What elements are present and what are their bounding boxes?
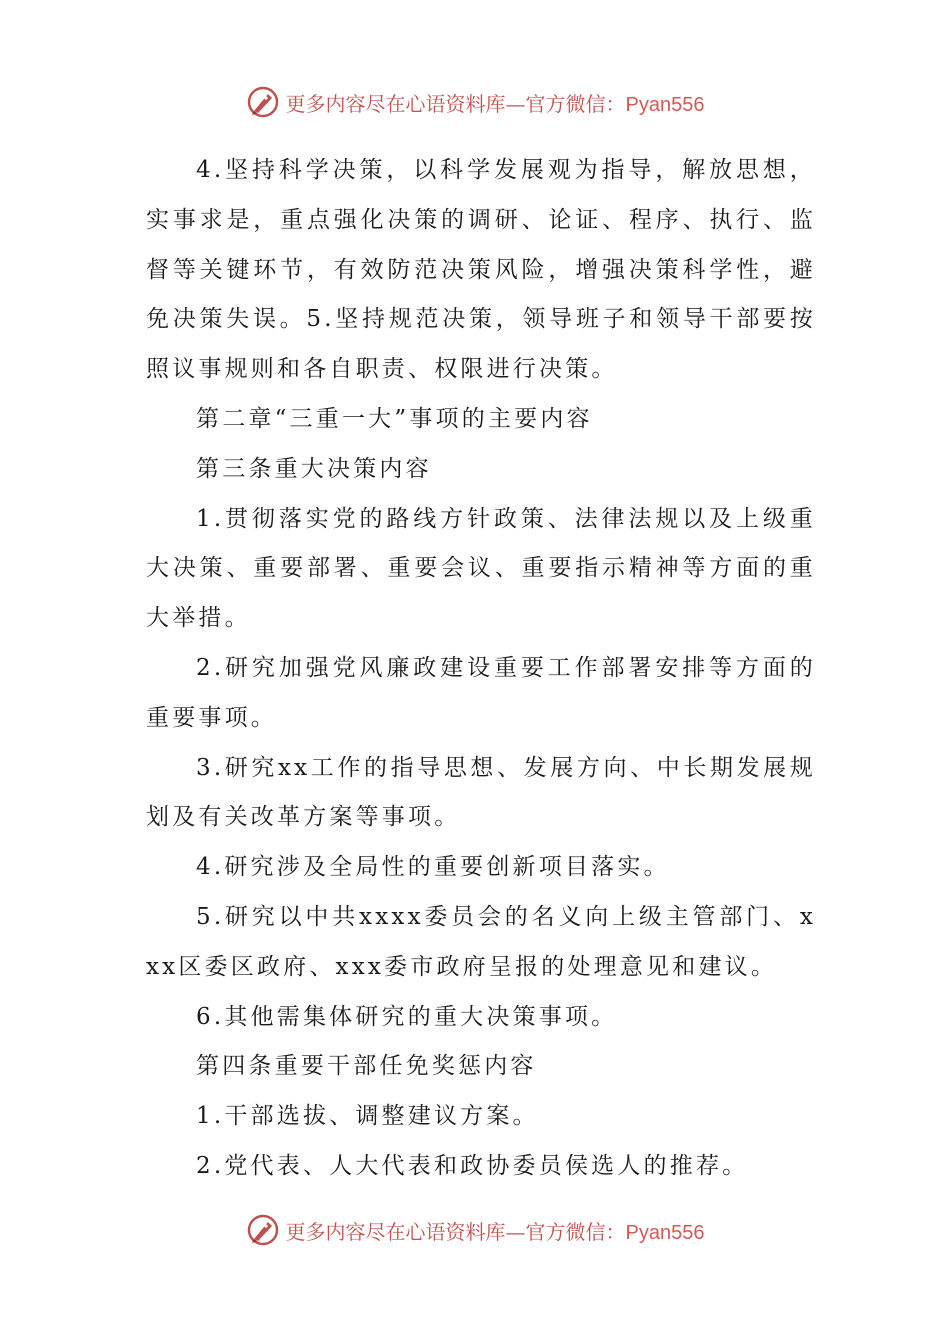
paragraph: 4.研究涉及全局性的重要创新项目落实。 xyxy=(196,854,670,881)
document-body xyxy=(146,146,816,1192)
paragraph: 1.干部选拔、调整建议方案。 xyxy=(196,1103,539,1130)
paragraph: 2.研究加强党风廉政建设重要工作部署安排等方面的重要事项。 xyxy=(146,654,816,731)
banner-slogan: 更多内容尽在心语资料库—官方微信： xyxy=(285,91,626,116)
pen-nib-logo-icon xyxy=(246,85,280,119)
chapter-heading: 第二章“三重一大”事项的主要内容 xyxy=(196,405,593,432)
paragraph: 1.贯彻落实党的路线方针政策、法律法规以及上级重大决策、重要部署、重要会议、重要指示精神等方面的重大举措。 xyxy=(146,505,816,632)
banner-account: Pyan556 xyxy=(625,93,705,116)
footer-banner xyxy=(0,1210,950,1250)
banner-text xyxy=(286,1216,705,1245)
paragraph: 6.其他需集体研究的重大决策事项。 xyxy=(196,1003,618,1030)
banner-text xyxy=(286,88,705,117)
article-heading: 第三条重大决策内容 xyxy=(196,455,432,482)
paragraph: 2.党代表、人大代表和政协委员侯选人的推荐。 xyxy=(196,1152,749,1179)
banner-account: Pyan556 xyxy=(625,1221,705,1244)
header-banner xyxy=(0,82,950,122)
paragraph: 5.研究以中共xxxx委员会的名义向上级主管部门、xxx区委区政府、xxx委市政府呈报的处理意见和建议。 xyxy=(146,903,816,980)
pen-nib-logo-icon xyxy=(246,1213,280,1247)
paragraph: 4.坚持科学决策，以科学发展观为指导，解放思想，实事求是，重点强化决策的调研、论证、程序、执行、监督等关键环节，有效防范决策风险，增强决策科学性，避免决策失误。5.坚持规范决策，领导班子和领导干部要按照议事规则和各自职责、权限进行决策。 xyxy=(146,157,816,383)
paragraph: 3.研究xx工作的指导思想、发展方向、中长期发展规划及有关改革方案等事项。 xyxy=(146,754,816,831)
banner-slogan: 更多内容尽在心语资料库—官方微信： xyxy=(285,1219,626,1244)
article-heading: 第四条重要干部任免奖惩内容 xyxy=(196,1053,537,1080)
